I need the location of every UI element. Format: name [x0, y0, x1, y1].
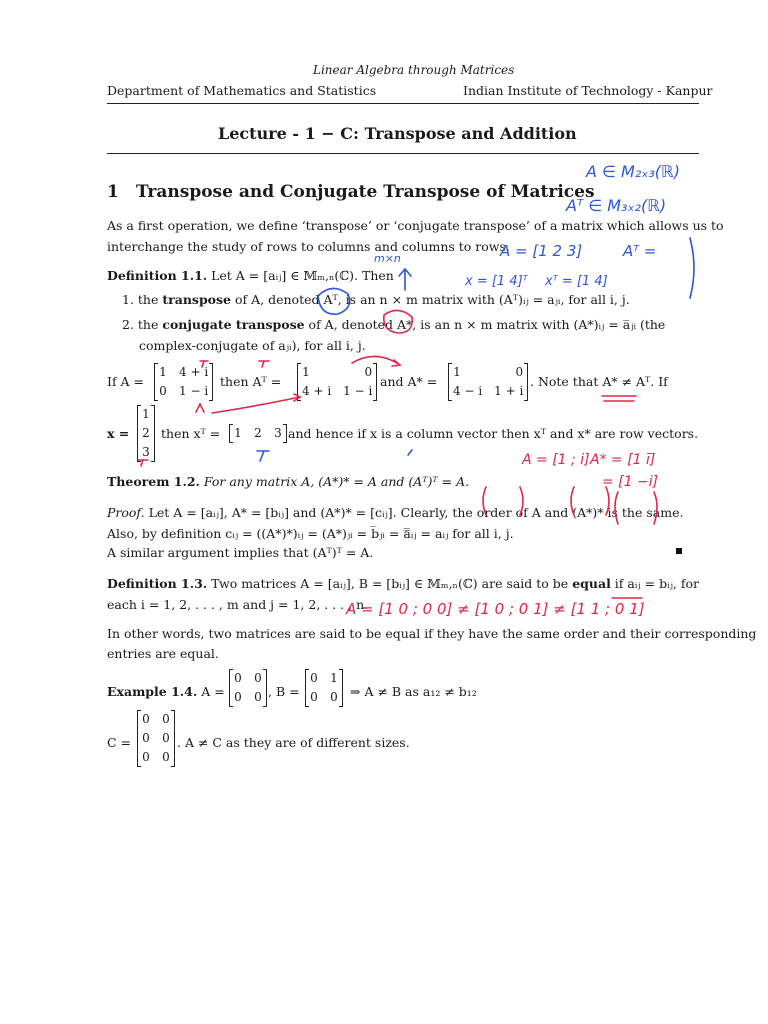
cell: 1 [330, 671, 338, 685]
example-label: Example 1.4. [107, 684, 198, 699]
item-rest: of A, denoted A*, is an n × m matrix with (A*)ᵢⱼ = a̅ⱼᵢ (the [304, 317, 666, 332]
cell: 0 [142, 750, 150, 764]
red-tick-2-icon [259, 361, 269, 367]
annotation-xt-row: xᵀ = [1 4] [545, 274, 608, 289]
annotation-at-in: Aᵀ ∈ M₃ₓ₂(ℝ) [566, 196, 667, 215]
blue-circle-at-icon [318, 288, 350, 314]
cell: 0 [234, 690, 242, 704]
red-tick-3-icon [138, 460, 148, 466]
then-at-label: then Aᵀ = [220, 374, 282, 389]
c-eq: C = [107, 735, 132, 750]
c-note: . A ≠ C as they are of different sizes. [177, 735, 410, 750]
cell: 0 [310, 690, 318, 704]
red-underline-note-icon [602, 396, 636, 401]
hence-text: and hence if x is a column vector then xᵀ and x* are row vectors. [288, 426, 699, 441]
x-eq-label: x = [107, 426, 130, 441]
institute: Indian Institute of Technology - Kanpur [463, 83, 713, 98]
theorem-text: For any matrix A, (A*)* = A and (Aᵀ)ᵀ = A. [203, 474, 470, 489]
a-eq: A = [201, 684, 225, 699]
cell: 1 [159, 365, 167, 379]
cell: 2 [254, 426, 262, 440]
definition-label: Definition 1.1. [107, 268, 208, 283]
cell: 4 + i [302, 384, 332, 398]
cell: 1 + i [494, 384, 524, 398]
annotation-a-in: A ∈ M₂ₓ₃(ℝ) [586, 162, 680, 181]
item-prefix: 1. the [122, 292, 163, 307]
department: Department of Mathematics and Statistics [107, 83, 377, 98]
cell: 1 [142, 407, 150, 421]
item-rest: of A, denoted Aᵀ, is an n × m matrix with (Aᵀ)ᵢⱼ = aⱼᵢ, for all i, j. [231, 292, 630, 307]
cell: 1 [302, 365, 310, 379]
then-xt-label: then xᵀ = [161, 426, 221, 441]
cell: 0 [159, 384, 167, 398]
note-text: . Note that A* ≠ Aᵀ. If [530, 374, 668, 389]
cell: 0 [234, 671, 242, 685]
red-arrow-right-icon [212, 394, 300, 413]
red-tick-1-icon [200, 361, 208, 367]
cell: 0 [162, 750, 170, 764]
definition-item-2-cont: complex-conjugate of aⱼᵢ), for all i, j. [139, 338, 366, 353]
definition-text-end: if aᵢⱼ = bᵢⱼ, for [610, 576, 699, 591]
cell: 0 [330, 690, 338, 704]
and-astar-label: and A* = [380, 374, 438, 389]
red-circle-astar-icon [384, 310, 412, 333]
section-title: Transpose and Conjugate Transpose of Matrices [136, 182, 595, 202]
intro-line-2: interchange the study of rows to columns and columns to rows. [107, 239, 510, 254]
blue-arrow-up-icon [399, 269, 411, 290]
annotation-a-row: A = [1 2 3] [500, 242, 583, 260]
cell: 0 [162, 712, 170, 726]
other-words-2: entries are equal. [107, 646, 219, 661]
red-bracket-3-icon [615, 492, 657, 524]
definition-1-3-line-2: each i = 1, 2, . . . , m and j = 1, 2, . . . , n. [107, 597, 369, 612]
annotation-astar-2: = [1 −i] [602, 474, 659, 490]
cell: 4 − i [453, 384, 483, 398]
intro-line-1: As a first operation, we define ‘transpose’ or ‘conjugate transpose’ of a matrix which allows us to [107, 218, 724, 233]
section-number: 1 [107, 182, 119, 202]
lecture-title: Lecture - 1 − C: Transpose and Addition [218, 124, 577, 143]
blue-tick-xt-icon [257, 451, 269, 461]
cell: 3 [274, 426, 282, 440]
cell: 1 − i [343, 384, 373, 398]
definition-text: Two matrices A = [aᵢⱼ], B = [bᵢⱼ] ∈ 𝕄ₘ,ₙ(ℂ) are said to be [211, 576, 573, 591]
blue-bracket-icon [690, 238, 694, 298]
annotation-a-i: A = [1 ; i] [522, 452, 590, 468]
cell: 1 [453, 365, 461, 379]
cell: 3 [142, 445, 150, 459]
cell: 2 [142, 426, 150, 440]
blue-checkmark-icon [408, 450, 412, 455]
definition-label: Definition 1.3. [107, 576, 208, 591]
red-caret-icon [196, 404, 204, 412]
red-bracket-2-icon [571, 487, 609, 515]
cell: 1 − i [179, 384, 209, 398]
implies-text: ⇒ A ≠ B as a₁₂ ≠ b₁₂ [350, 684, 477, 699]
annotation-equal-example: A = [1 0 ; 0 0] ≠ [1 0 ; 0 1] ≠ [1 1 ; 0 1] [346, 600, 645, 618]
cell: 0 [515, 365, 524, 379]
proof-label: Proof. [107, 505, 145, 520]
cell: 0 [254, 690, 262, 704]
annotation-mxn: m×n [374, 252, 401, 265]
red-arrow-icon [352, 356, 400, 366]
cell: 4 + i [179, 365, 209, 379]
cell: 0 [310, 671, 318, 685]
other-words-1: In other words, two matrices are said to be equal if they have the same order and their corresponding [107, 626, 757, 641]
item-prefix: 2. the [122, 317, 163, 332]
red-bracket-1-icon [483, 487, 523, 515]
cell: 0 [364, 365, 373, 379]
cell: 0 [142, 731, 150, 745]
theorem-label: Theorem 1.2. [107, 474, 200, 489]
term-transpose: transpose [162, 292, 232, 307]
course-title: Linear Algebra through Matrices [313, 63, 515, 77]
annotation-astar: A* = [1 ī] [590, 452, 656, 468]
b-eq: , B = [268, 684, 300, 699]
term-conjugate-transpose: conjugate transpose [162, 317, 305, 332]
proof-line-2: Also, by definition cᵢⱼ = ((A*)*)ᵢⱼ = (A*)ⱼᵢ = b̅ⱼᵢ = a̿ᵢⱼ = aᵢⱼ for all i, j. [107, 526, 514, 541]
cell: 1 [234, 426, 242, 440]
term-equal: equal [572, 576, 611, 591]
cell: 0 [142, 712, 150, 726]
annotation-x-col: x = [1 4]ᵀ [465, 274, 528, 289]
proof-line-3: A similar argument implies that (Aᵀ)ᵀ = A. [107, 545, 374, 560]
annotation-at-col: Aᵀ = [623, 242, 657, 260]
if-a-label: If A = [107, 374, 145, 389]
definition-text: Let A = [aᵢⱼ] ∈ 𝕄ₘ,ₙ(ℂ). Then [211, 268, 394, 283]
cell: 0 [162, 731, 170, 745]
cell: 0 [254, 671, 262, 685]
proof-text: Let A = [aᵢⱼ], A* = [bᵢⱼ] and (A*)* = [cᵢⱼ]. Clearly, the order of A and (A*)* is the same. [148, 505, 684, 520]
